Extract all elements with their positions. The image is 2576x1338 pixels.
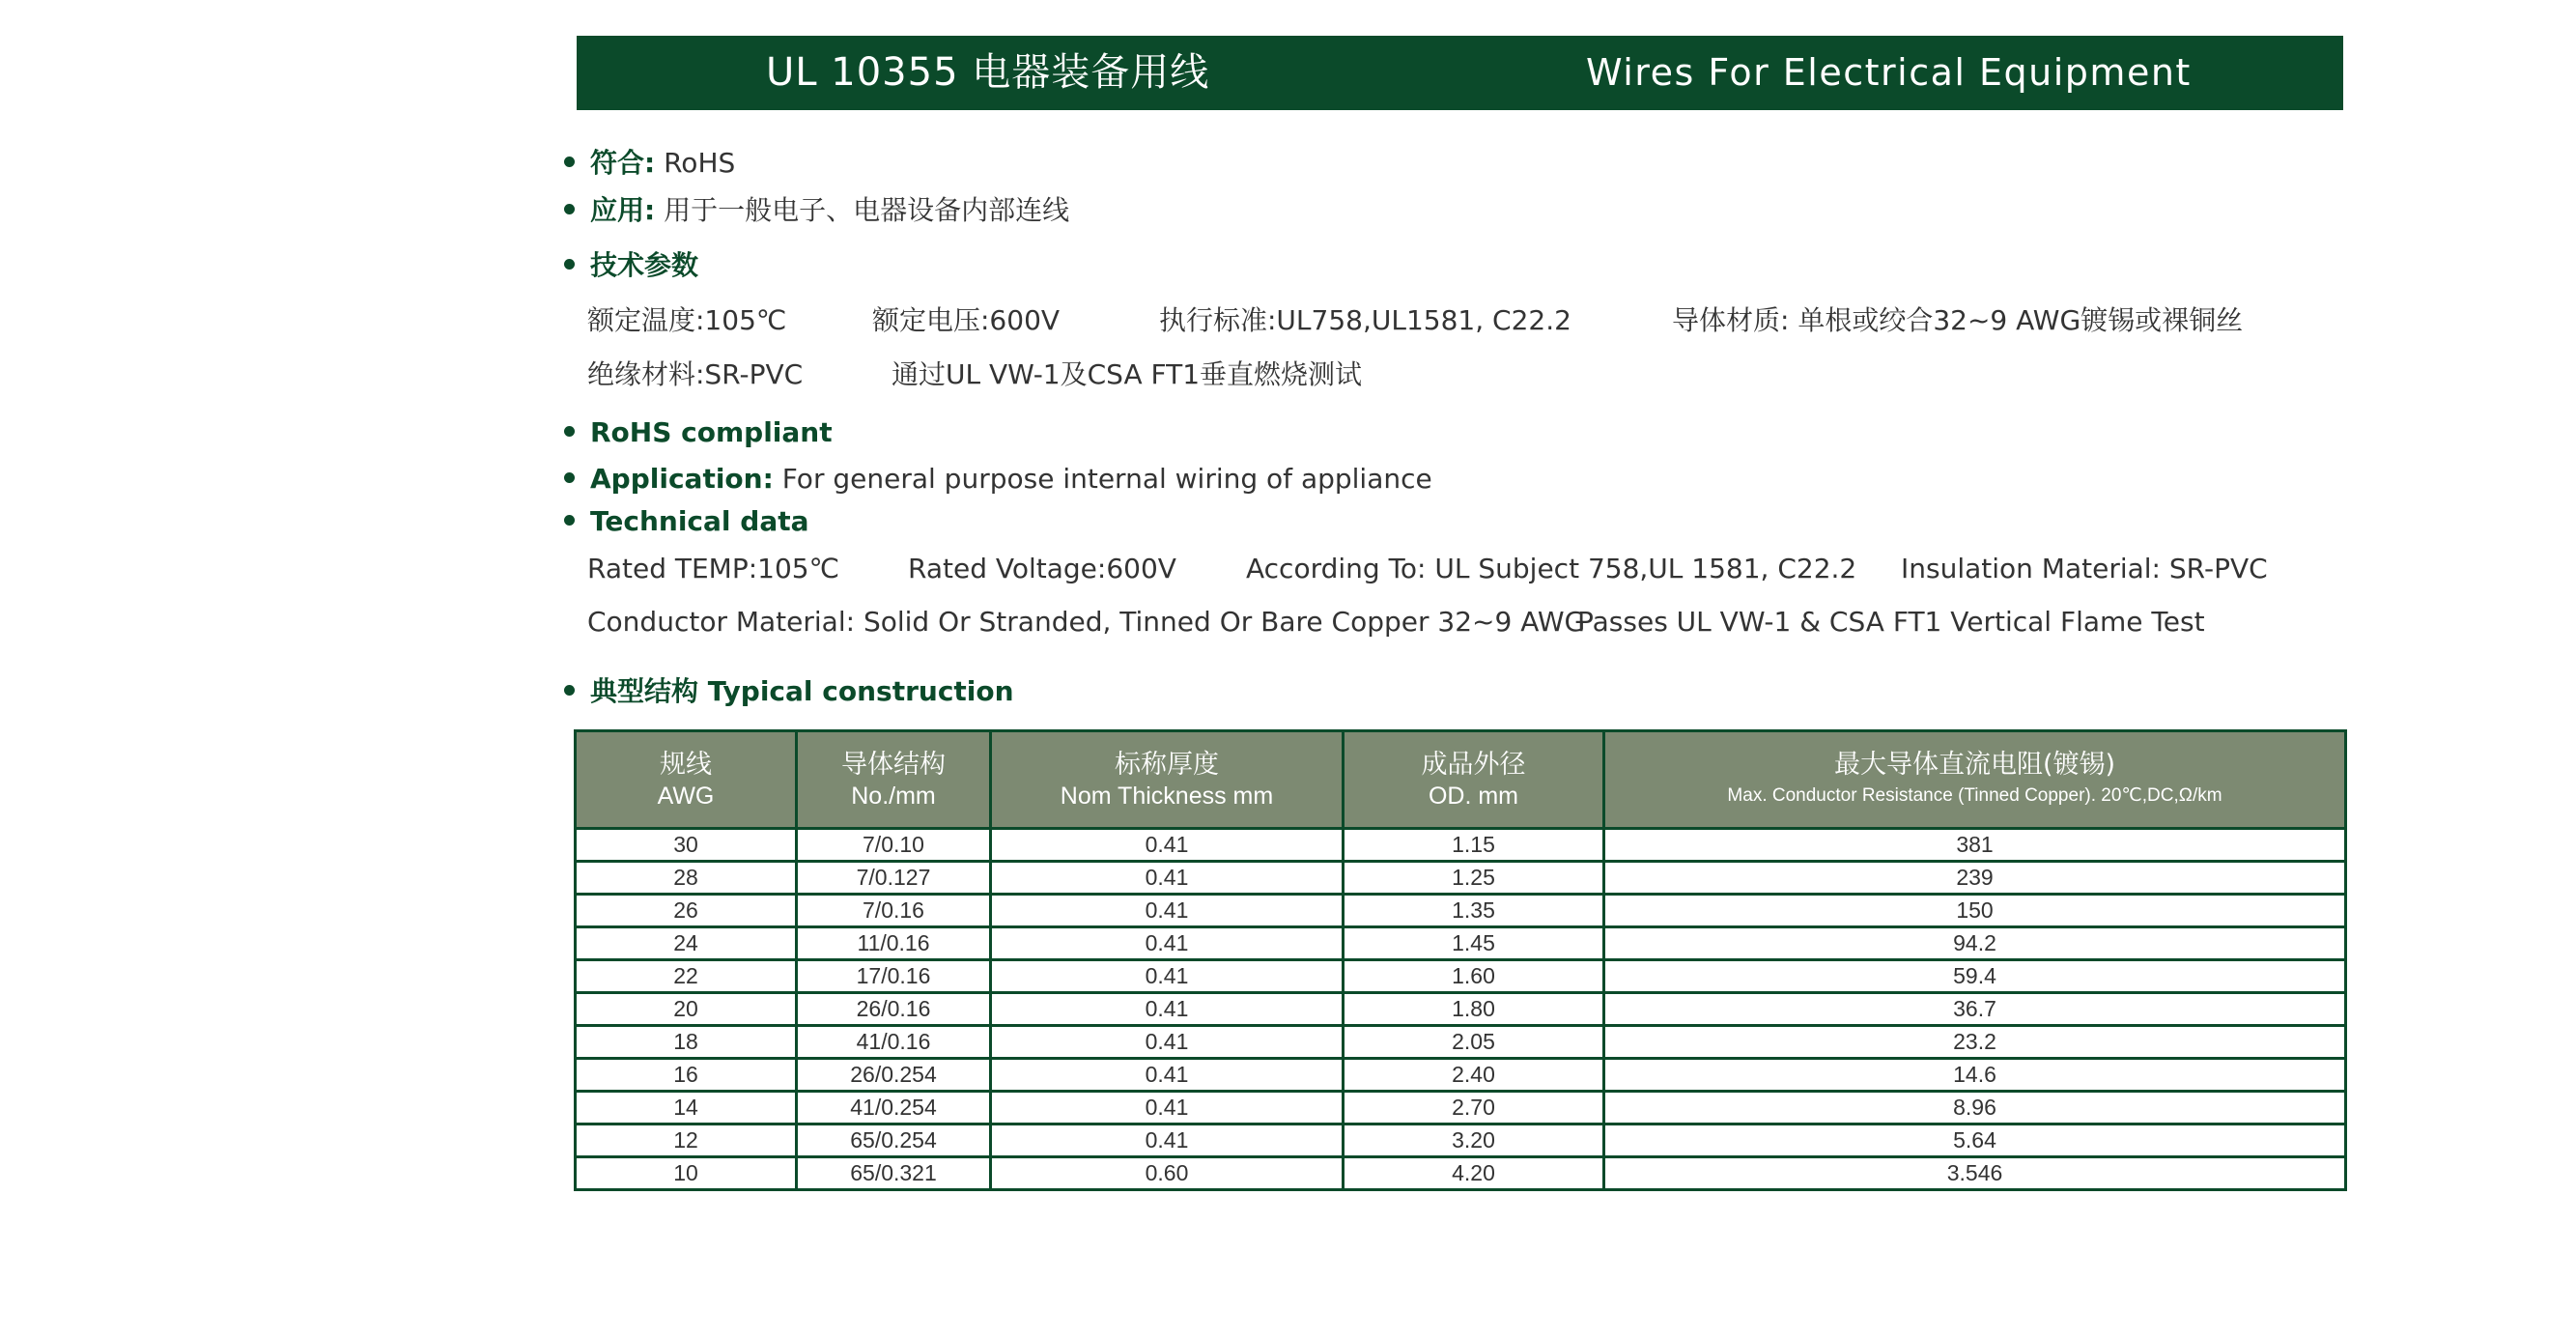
en-app-value: For general purpose internal wiring of appliance — [781, 463, 1432, 495]
bullet-icon — [564, 426, 575, 437]
en-rated-temp: Rated TEMP:105℃ — [587, 553, 840, 584]
col-awg-zh: 规线 — [660, 750, 712, 780]
table-cell: 30 — [576, 829, 797, 862]
bullet-icon — [564, 157, 575, 167]
en-flame-test: Passes UL VW-1 & CSA FT1 Vertical Flame Test — [1577, 606, 2205, 638]
zh-insulation: 绝缘材料:SR-PVC — [587, 358, 804, 390]
col-structure-zh: 导体结构 — [841, 750, 946, 780]
construction-table — [574, 729, 2347, 1191]
table-cell: 23.2 — [1604, 1026, 2346, 1059]
en-conductor: Conductor Material: Solid Or Stranded, Tinned Or Bare Copper 32~9 AWG — [587, 606, 1586, 638]
table-cell: 7/0.16 — [797, 895, 991, 927]
table-row — [576, 1092, 2346, 1124]
construction-label: 典型结构 Typical construction — [590, 675, 1014, 707]
table-row — [576, 1026, 2346, 1059]
table-cell: 0.60 — [991, 1157, 1344, 1190]
table-cell: 2.40 — [1344, 1059, 1604, 1092]
table-cell: 1.15 — [1344, 829, 1604, 862]
table-cell: 0.41 — [991, 862, 1344, 895]
zh-flame-test: 通过UL VW-1及CSA FT1垂直燃烧测试 — [892, 358, 1363, 390]
table-cell: 11/0.16 — [797, 927, 991, 960]
table-row — [576, 895, 2346, 927]
table-cell: 26/0.254 — [797, 1059, 991, 1092]
table-cell: 94.2 — [1604, 927, 2346, 960]
col-structure-en: No./mm — [851, 783, 936, 810]
table-cell: 0.41 — [991, 1092, 1344, 1124]
bullet-icon — [564, 472, 575, 483]
col-awg-en: AWG — [657, 783, 715, 810]
col-thickness-en: Nom Thickness mm — [1060, 783, 1274, 810]
table-cell: 36.7 — [1604, 993, 2346, 1026]
table-cell: 0.41 — [991, 829, 1344, 862]
zh-app-label: 应用: — [590, 194, 656, 226]
col-od-en: OD. mm — [1428, 783, 1519, 810]
table-cell: 0.41 — [991, 1059, 1344, 1092]
col-awg — [576, 731, 797, 829]
zh-tech-label: 技术参数 — [590, 249, 699, 281]
table-cell: 381 — [1604, 829, 2346, 862]
table-row — [576, 960, 2346, 993]
en-rohs-row — [564, 415, 833, 450]
zh-app-row — [564, 193, 1069, 228]
table-row — [576, 1124, 2346, 1157]
table-cell: 7/0.10 — [797, 829, 991, 862]
en-insulation: Insulation Material: SR-PVC — [1901, 553, 2268, 584]
table-cell: 150 — [1604, 895, 2346, 927]
zh-comply-label: 符合: — [590, 147, 656, 179]
table-cell: 65/0.254 — [797, 1124, 991, 1157]
table-cell: 4.20 — [1344, 1157, 1604, 1190]
table-cell: 41/0.16 — [797, 1026, 991, 1059]
bullet-icon — [564, 515, 575, 526]
table-row — [576, 862, 2346, 895]
table-cell: 24 — [576, 927, 797, 960]
table-cell: 1.25 — [1344, 862, 1604, 895]
en-tech-label: Technical data — [590, 505, 809, 537]
col-structure — [797, 731, 991, 829]
en-according-to: According To: UL Subject 758,UL 1581, C22.2 — [1246, 553, 1857, 584]
construction-row — [564, 674, 1014, 709]
col-od — [1344, 731, 1604, 829]
table-cell: 239 — [1604, 862, 2346, 895]
en-tech-row — [564, 504, 809, 539]
title-banner — [577, 36, 2343, 110]
table-row — [576, 927, 2346, 960]
en-rohs-label: RoHS compliant — [590, 416, 833, 448]
table-cell: 0.41 — [991, 927, 1344, 960]
table-row — [576, 1059, 2346, 1092]
table-cell: 10 — [576, 1157, 797, 1190]
table-cell: 1.45 — [1344, 927, 1604, 960]
zh-comply-value: RoHS — [664, 147, 736, 179]
table-cell: 59.4 — [1604, 960, 2346, 993]
table-cell: 14 — [576, 1092, 797, 1124]
table-cell: 7/0.127 — [797, 862, 991, 895]
table-cell: 16 — [576, 1059, 797, 1092]
en-rated-voltage: Rated Voltage:600V — [908, 553, 1176, 584]
table-cell: 65/0.321 — [797, 1157, 991, 1190]
table-cell: 14.6 — [1604, 1059, 2346, 1092]
table-row — [576, 993, 2346, 1026]
table-cell: 5.64 — [1604, 1124, 2346, 1157]
table-cell: 18 — [576, 1026, 797, 1059]
table-cell: 1.35 — [1344, 895, 1604, 927]
table-cell: 0.41 — [991, 895, 1344, 927]
table-cell: 2.05 — [1344, 1026, 1604, 1059]
table-row — [576, 1157, 2346, 1190]
bullet-icon — [564, 259, 575, 270]
zh-app-value: 用于一般电子、电器设备内部连线 — [664, 194, 1070, 226]
table-cell: 3.20 — [1344, 1124, 1604, 1157]
table-cell: 22 — [576, 960, 797, 993]
en-app-row — [564, 462, 1432, 497]
table-cell: 0.41 — [991, 993, 1344, 1026]
table-cell: 28 — [576, 862, 797, 895]
bullet-icon — [564, 204, 575, 214]
col-thickness-zh: 标称厚度 — [1115, 750, 1219, 780]
table-cell: 0.41 — [991, 1026, 1344, 1059]
table-cell: 1.60 — [1344, 960, 1604, 993]
table-cell: 26/0.16 — [797, 993, 991, 1026]
col-resistance-zh: 最大导体直流电阻(镀锡) — [1833, 750, 2116, 780]
col-od-zh: 成品外径 — [1421, 750, 1526, 780]
title-zh: UL 10355 电器装备用线 — [766, 50, 1210, 95]
table-cell: 8.96 — [1604, 1092, 2346, 1124]
zh-standard: 执行标准:UL758,UL1581, C22.2 — [1159, 304, 1571, 336]
title-en: Wires For Electrical Equipment — [1586, 51, 2192, 94]
table-cell: 12 — [576, 1124, 797, 1157]
en-app-label: Application: — [590, 463, 774, 495]
zh-comply-row — [564, 146, 735, 181]
table-row — [576, 829, 2346, 862]
col-thickness — [991, 731, 1344, 829]
table-cell: 3.546 — [1604, 1157, 2346, 1190]
table-cell: 20 — [576, 993, 797, 1026]
table-cell: 1.80 — [1344, 993, 1604, 1026]
col-resistance-en: Max. Conductor Resistance (Tinned Copper). 20℃,DC,Ω/km — [1727, 785, 2222, 806]
col-resistance — [1604, 731, 2346, 829]
table-cell: 0.41 — [991, 1124, 1344, 1157]
bullet-icon — [564, 685, 575, 696]
table-cell: 2.70 — [1344, 1092, 1604, 1124]
zh-tech-row — [564, 248, 698, 283]
table-cell: 41/0.254 — [797, 1092, 991, 1124]
table-header-row — [576, 731, 2346, 829]
zh-rated-temp: 额定温度:105℃ — [587, 304, 787, 336]
zh-rated-voltage: 额定电压:600V — [872, 304, 1061, 336]
table-cell: 0.41 — [991, 960, 1344, 993]
table-cell: 17/0.16 — [797, 960, 991, 993]
table-cell: 26 — [576, 895, 797, 927]
zh-conductor: 导体材质: 单根或绞合32~9 AWG镀锡或裸铜丝 — [1672, 304, 2244, 336]
